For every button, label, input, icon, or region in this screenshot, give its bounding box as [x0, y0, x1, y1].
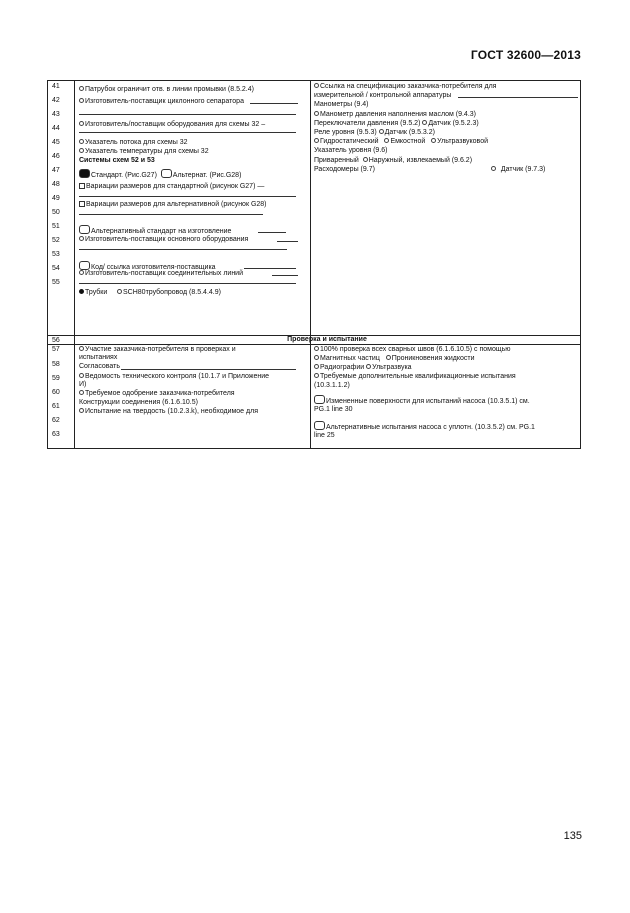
- field-label: Вариации размеров для стандартной (рисунок G27) —: [86, 183, 265, 190]
- row-number: 56: [52, 337, 60, 344]
- fill-line[interactable]: [79, 249, 287, 250]
- fill-line[interactable]: [79, 214, 263, 215]
- field-label: Испытание на твердость (10.2.3.k), необходимое для: [85, 408, 258, 415]
- field-l50: [79, 201, 267, 209]
- field-label: SCH80трубопровод (8.5.4.4.9): [123, 289, 221, 296]
- option-radio[interactable]: [79, 148, 84, 153]
- row-number: 60: [52, 389, 60, 396]
- field-label: Ультразвуковой: [437, 138, 489, 145]
- field-l58: Согласовать: [79, 363, 121, 370]
- standard-option-icon[interactable]: [79, 169, 90, 178]
- row-number: 51: [52, 223, 60, 230]
- fill-line[interactable]: [79, 132, 296, 133]
- field-label: Патрубок ограничит отв. в линии промывки (8.5.2.4): [85, 86, 254, 93]
- field-r62b: line 25: [314, 432, 335, 439]
- row-number: 42: [52, 97, 60, 104]
- row-number: 46: [52, 153, 60, 160]
- option-radio[interactable]: [366, 364, 371, 369]
- fill-line[interactable]: [244, 268, 296, 269]
- row-number: 63: [52, 431, 60, 438]
- field-r49: [314, 166, 375, 174]
- fill-line[interactable]: [79, 114, 296, 115]
- field-label: Ультразвука: [372, 364, 412, 371]
- option-radio[interactable]: [117, 289, 122, 294]
- fill-line[interactable]: [79, 283, 296, 284]
- field-r49b: [491, 166, 545, 174]
- field-label: Расходомеры (9.7): [314, 166, 375, 173]
- option-radio[interactable]: [79, 270, 84, 275]
- option-radio[interactable]: [379, 129, 384, 134]
- field-label: Гидростатический: [320, 138, 379, 145]
- fill-line[interactable]: [250, 103, 298, 104]
- field-r61: [314, 395, 530, 406]
- row-number: 41: [52, 83, 60, 90]
- option-radio[interactable]: [79, 346, 84, 351]
- modified-surfaces-icon[interactable]: [314, 395, 325, 404]
- row-number: 59: [52, 375, 60, 382]
- field-label: Измененные поверхности для испытаний насоса (10.3.5.1) см.: [326, 398, 530, 405]
- checkbox[interactable]: [79, 183, 85, 189]
- fill-line[interactable]: [258, 232, 286, 233]
- field-label: Альтернативные испытания насоса с уплотн. (10.3.5.2) см. PG.1: [326, 424, 535, 431]
- field-label: Требуемое одобрение заказчика-потребителя: [85, 390, 235, 397]
- row-number: 50: [52, 209, 60, 216]
- field-r61b: PG.1 line 30: [314, 406, 353, 413]
- field-r44: [314, 120, 479, 128]
- option-radio[interactable]: [314, 355, 319, 360]
- field-l44: [79, 121, 265, 129]
- field-r60: [314, 373, 516, 381]
- row-number: 55: [52, 279, 60, 286]
- field-label: Изготовитель-поставщик соединительных линий: [85, 270, 244, 277]
- row-number: 44: [52, 125, 60, 132]
- option-radio[interactable]: [314, 138, 319, 143]
- field-label: Манометр давления наполнения маслом (9.4.3): [320, 111, 476, 118]
- field-r46: [314, 138, 488, 146]
- fill-line[interactable]: [272, 275, 298, 276]
- field-r58: [314, 355, 475, 363]
- option-radio[interactable]: [79, 139, 84, 144]
- row-number: 48: [52, 181, 60, 188]
- option-radio[interactable]: [431, 138, 436, 143]
- field-r41b: измерительной / контрольной аппаратуры: [314, 92, 452, 99]
- option-radio[interactable]: [491, 166, 496, 171]
- field-label: Радиографии: [320, 364, 365, 371]
- checkbox[interactable]: [79, 201, 85, 207]
- field-label: Указатель потока для схемы 32: [85, 139, 188, 146]
- field-label: Проникновения жидкости: [391, 355, 475, 362]
- field-l56: [79, 289, 221, 297]
- field-label: Датчик (9.7.3): [500, 166, 546, 173]
- option-radio[interactable]: [79, 390, 84, 395]
- option-radio[interactable]: [79, 373, 84, 378]
- field-label: Магнитных частиц: [320, 355, 380, 362]
- field-label: Участие заказчика-потребителя в проверках и: [85, 346, 236, 353]
- option-radio[interactable]: [386, 355, 391, 360]
- column-divider: [310, 81, 311, 448]
- field-r41: [314, 83, 496, 91]
- field-label: Вариации размеров для альтернативной (рисунок G28): [86, 201, 267, 208]
- row-number: 62: [52, 417, 60, 424]
- field-label: Емкостной: [390, 138, 426, 145]
- field-l55: [79, 270, 243, 278]
- option-radio[interactable]: [79, 408, 84, 413]
- row-number: 49: [52, 195, 60, 202]
- document-standard-header: ГОСТ 32600—2013: [470, 48, 581, 62]
- row-number: 45: [52, 139, 60, 146]
- row-number: 54: [52, 265, 60, 272]
- field-label: Стандарт. (Рис.G27): [91, 172, 157, 179]
- field-l48: [79, 183, 264, 191]
- field-l61: Конструкции соединения (6.1.6.10.5): [79, 399, 198, 406]
- field-l42: [79, 98, 244, 106]
- row-number: 43: [52, 111, 60, 118]
- field-label: Переключатели давления (9.5.2): [314, 120, 421, 127]
- field-label: Требуемые дополнительные квалификационные испытания: [320, 373, 516, 380]
- option-radio[interactable]: [422, 120, 427, 125]
- option-radio[interactable]: [384, 138, 389, 143]
- field-label: Альтернат. (Рис.G28): [172, 172, 242, 179]
- option-radio[interactable]: [314, 346, 319, 351]
- field-r43: [314, 111, 476, 119]
- field-l57b: испытаниях: [79, 354, 118, 361]
- alternative-tests-icon[interactable]: [314, 421, 325, 430]
- option-radio[interactable]: [314, 83, 319, 88]
- section-title: Проверка и испытание: [287, 336, 367, 343]
- field-label: Датчик (9.5.2.3): [428, 120, 479, 127]
- field-l62: [79, 408, 258, 416]
- row-number: 53: [52, 251, 60, 258]
- alternative-option-icon[interactable]: [161, 169, 172, 178]
- systems-heading: Системы схем 52 и 53: [79, 157, 155, 164]
- field-label: Реле уровня (9.5.3): [314, 129, 377, 136]
- number-column-divider: [74, 81, 75, 448]
- field-label: Альтернативный стандарт на изготовление: [91, 228, 232, 235]
- option-radio[interactable]: [363, 157, 368, 162]
- field-label: Датчик (9.5.3.2): [384, 129, 435, 136]
- option-radio-selected[interactable]: [79, 289, 84, 294]
- field-l46: [79, 148, 209, 156]
- field-label: Приваренный: [314, 157, 359, 164]
- alternative-standard-icon[interactable]: [79, 225, 90, 234]
- row-number: 58: [52, 361, 60, 368]
- field-r57: [314, 346, 511, 354]
- row-number: 47: [52, 167, 60, 174]
- fill-line[interactable]: [458, 97, 578, 98]
- code-reference-icon[interactable]: [79, 261, 90, 270]
- field-label: Наружный, извлекаемый (9.6.2): [368, 157, 473, 164]
- field-l47: [79, 169, 241, 180]
- option-radio[interactable]: [79, 98, 84, 103]
- field-l45: [79, 139, 187, 147]
- datasheet-table: [47, 80, 581, 449]
- option-radio[interactable]: [79, 236, 84, 241]
- field-label: Ведомость технического контроля (10.1.7 и Приложение: [85, 373, 270, 380]
- field-r60b: (10.3.1.1.2): [314, 382, 350, 389]
- fill-line[interactable]: [121, 369, 296, 370]
- field-r62: [314, 421, 535, 432]
- field-label: Код/ ссылка изготовителя-поставщика: [91, 264, 216, 271]
- field-l60: [79, 390, 235, 398]
- field-label: Изготовитель-поставщик циклонного сепаратора: [85, 98, 244, 105]
- field-r47: Указатель уровня (9.6): [314, 147, 388, 154]
- field-label: Изготовитель/поставщик оборудования для схемы 32 –: [85, 121, 266, 128]
- page-number: 135: [563, 830, 582, 842]
- field-r42: Манометры (9.4): [314, 101, 369, 108]
- option-radio[interactable]: [314, 364, 319, 369]
- field-l59b: И): [79, 381, 87, 388]
- field-r48: [314, 157, 472, 165]
- option-radio[interactable]: [314, 373, 319, 378]
- row-number: 61: [52, 403, 60, 410]
- section-divider-bottom: [48, 344, 580, 345]
- field-r59: [314, 364, 412, 372]
- row-number: 52: [52, 237, 60, 244]
- field-l51: [79, 225, 231, 236]
- field-label: Изготовитель-поставщик основного оборудования: [85, 236, 249, 243]
- field-l59: [79, 373, 269, 381]
- fill-line[interactable]: [277, 241, 298, 242]
- field-l41: [79, 86, 254, 94]
- field-label: Ссылка на спецификацию заказчика-потребителя для: [320, 83, 497, 90]
- field-l52: [79, 236, 248, 244]
- fill-line[interactable]: [79, 196, 296, 197]
- row-number: 57: [52, 346, 60, 353]
- option-radio[interactable]: [79, 86, 84, 91]
- field-label: 100% проверка всех сварных швов (6.1.6.10.5) с помощью: [320, 346, 511, 353]
- field-label: Указатель температуры для схемы 32: [85, 148, 209, 155]
- option-radio[interactable]: [314, 111, 319, 116]
- option-radio[interactable]: [79, 121, 84, 126]
- field-label: Трубки: [85, 289, 108, 296]
- field-l57: [79, 346, 236, 354]
- field-r45: [314, 129, 435, 137]
